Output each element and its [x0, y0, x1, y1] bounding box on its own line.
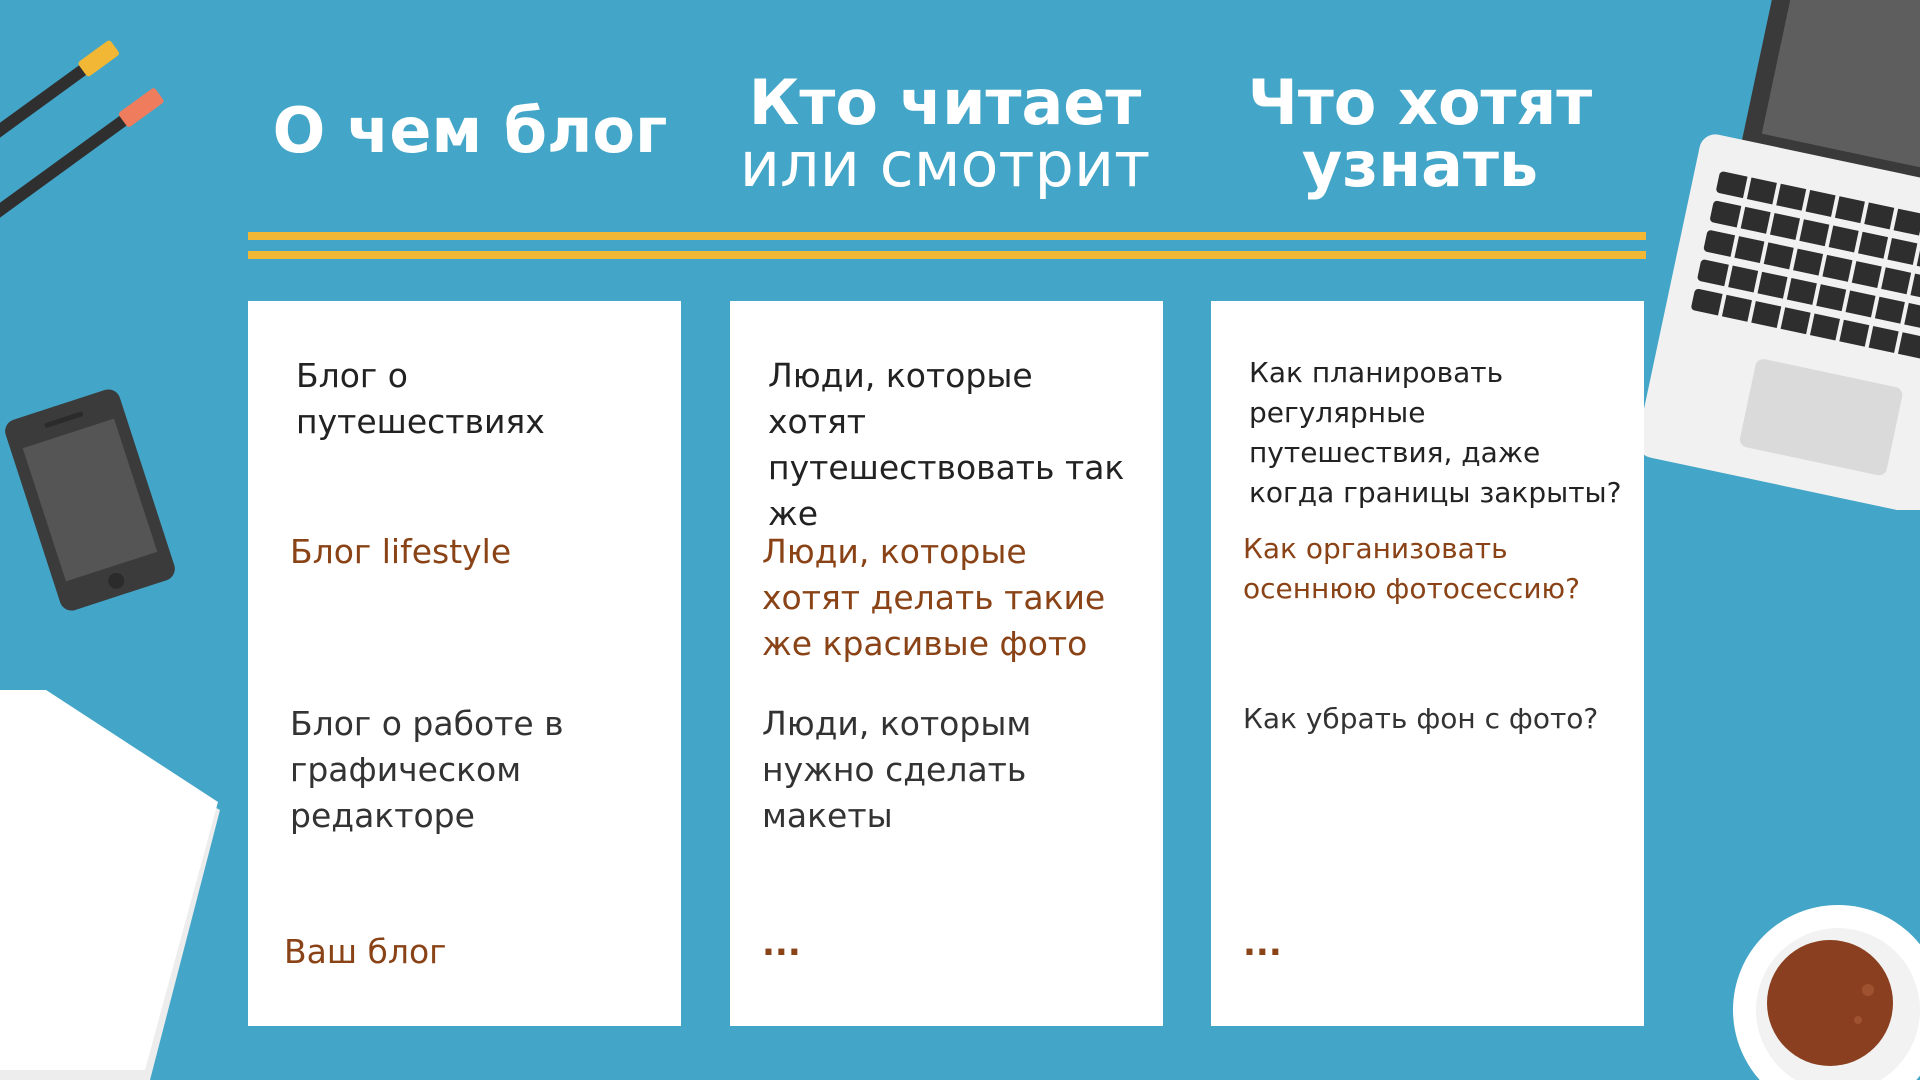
- heading-text-bold-2: узнать: [1301, 128, 1539, 201]
- laptop-icon: [1640, 0, 1920, 510]
- card-wants: [1211, 301, 1644, 1026]
- heading-text: О чем блог: [272, 94, 668, 167]
- card-item: Как убрать фон с фото?: [1243, 702, 1599, 735]
- column-heading-audience: [730, 66, 1160, 201]
- card-about: [248, 301, 681, 1026]
- card-audience: [730, 301, 1163, 1026]
- card-item: Люди, которые хотят путешествовать так же: [768, 356, 1125, 533]
- card-item: Как планировать регулярные путешествия, даже когда границы закрыты?: [1249, 356, 1622, 509]
- card-item-ellipsis: ...: [1243, 924, 1282, 964]
- heading-text-bold: Кто читает: [748, 66, 1142, 139]
- card-item-ellipsis: ...: [762, 924, 801, 964]
- smartphone-icon: [0, 385, 175, 615]
- card-item: Как организовать осеннюю фотосессию?: [1243, 532, 1580, 605]
- card-item: Блог о работе в графическом редакторе: [290, 704, 564, 835]
- heading-text-bold: Что хотят: [1247, 66, 1593, 139]
- card-item: Ваш блог: [284, 932, 447, 971]
- card-item: Люди, которым нужно сделать макеты: [762, 704, 1032, 835]
- accent-line-bottom: [248, 251, 1646, 259]
- pencils-icon: [0, 0, 200, 220]
- heading-text-light: или смотрит: [739, 128, 1151, 201]
- card-item: Блог о путешествиях: [296, 356, 545, 441]
- column-heading-wants: [1210, 66, 1630, 201]
- accent-line-top: [248, 232, 1646, 240]
- paper-sheet-icon: [0, 690, 240, 1080]
- card-item: Люди, которые хотят делать такие же красивые фото: [762, 532, 1106, 663]
- coffee-cup-icon: [1718, 890, 1920, 1080]
- column-heading-about: [260, 94, 680, 167]
- card-item: Блог lifestyle: [290, 532, 512, 571]
